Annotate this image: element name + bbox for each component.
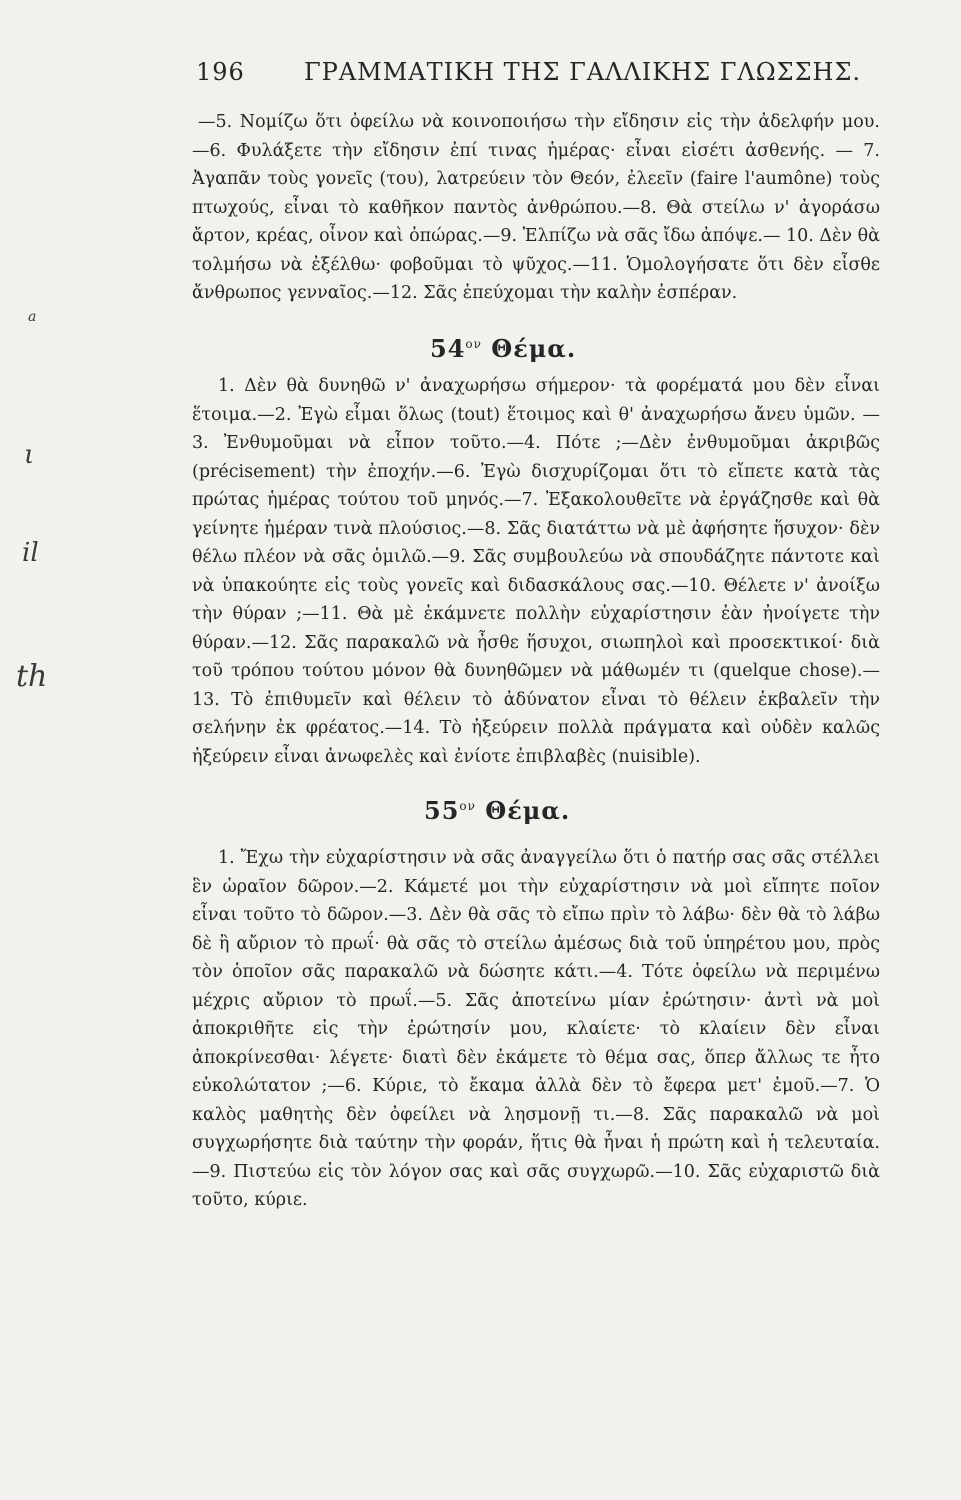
page-header [196, 54, 896, 90]
theme-55-text [192, 844, 880, 1215]
theme-number: 54 [430, 334, 466, 363]
theme-54-heading [430, 334, 730, 363]
theme-ordinal-suffix: ον [465, 337, 482, 351]
theme-word: Θέμα. [485, 796, 571, 825]
exercise-continuation [192, 108, 880, 308]
theme-ordinal-suffix: ον [459, 799, 476, 813]
page-number: 196 [196, 58, 245, 86]
exercise-paragraph: —5. Νομίζω ὅτι ὀφείλω νὰ κοινοποιήσω τὴν εἴδησιν εἰς τὴν ἀδελφήν μου. —6. Φυλάξετε τὴν εἴδησιν ἐπί τινας ἡμέρας· εἶναι εἰσέτι ἀσθενής. — 7. Ἀγαπᾶν τοὺς γονεῖς (του), λατρεύειν τὸν Θεόν, ἐλεεῖν (faire l'aumône) τοὺς πτωχούς, εἶναι τὸ καθῆκον παντὸς ἀνθρώπου.—8. Θὰ στείλω ν' ἀγοράσω ἄρτον, κρέας, οἶνον καὶ ὀπώρας.—9. Ἐλπίζω νὰ σᾶς ἴδω ἀπόψε.— 10. Δὲν θὰ τολμήσω νὰ ἐξέλθω· φοβοῦμαι τὸ ψῦχος.—11. Ὁμολογήσατε ὅτι δὲν εἶσθε ἄνθρωπος γενναῖος.—12. Σᾶς ἐπεύχομαι τὴν καλὴν ἑσπέραν. [192, 112, 880, 303]
margin-handwritten-note: a [28, 309, 37, 325]
theme-54-text [192, 372, 880, 771]
theme-word: Θέμα. [491, 334, 577, 363]
margin-handwritten-note: il [22, 538, 39, 568]
margin-handwritten-note: ι [24, 440, 35, 470]
exercise-paragraph: 1. Ἔχω τὴν εὐχαρίστησιν νὰ σᾶς ἀναγγείλω ὅτι ὁ πατήρ σας σᾶς στέλλει ἓν ὡραῖον δῶρον.—2. Κάμετέ μοι τὴν εὐχαρίστησιν νὰ μοὶ εἴπητε ποῖον εἶναι τοῦτο τὸ δῶρον.—3. Δὲν θὰ σᾶς τὸ εἴπω πρὶν τὸ λάβω· δὲν θὰ τὸ λάβω δὲ ἢ αὔριον τὸ πρωΐ· θὰ σᾶς τὸ στείλω ἀμέσως διὰ τοῦ ὑπηρέτου μου, πρὸς τὸν ὁποῖον σᾶς παρακαλῶ νὰ δώσητε κάτι.—4. Τότε ὀφείλω νὰ περιμένω μέχρις αὔριον τὸ πρωΐ.—5. Σᾶς ἀποτείνω μίαν ἐρώτησιν· ἀντὶ νὰ μοὶ ἀποκριθῆτε εἰς τὴν ἐρώτησίν μου, κλαίετε· τὸ κλαίειν δὲν εἶναι ἀποκρίνεσθαι· λέγετε· διατὶ δὲν ἐκάμετε τὸ θέμα σας, ὅπερ ἄλλως τε ἦτο εὐκολώτατον ;—6. Κύριε, τὸ ἔκαμα ἀλλὰ δὲν τὸ ἔφερα μετ' ἐμοῦ.—7. Ὁ καλὸς μαθητὴς δὲν ὀφείλει νὰ λησμονῇ τι.—8. Σᾶς παρακαλῶ νὰ μοὶ συγχωρήσητε διὰ ταύτην τὴν φοράν, ἥτις θὰ ἦναι ἡ πρώτη καὶ ἡ τελευταία.—9. Πιστεύω εἰς τὸν λόγον σας καὶ σᾶς συγχωρῶ.—10. Σᾶς εὐχαριστῶ διὰ τοῦτο, κύριε. [192, 848, 880, 1210]
theme-number: 55 [424, 796, 460, 825]
margin-handwritten-note: th [16, 659, 48, 694]
theme-55-heading [424, 796, 724, 825]
exercise-paragraph: 1. Δὲν θὰ δυνηθῶ ν' ἀναχωρήσω σήμερον· τὰ φορέματά μου δὲν εἶναι ἕτοιμα.—2. Ἐγὼ εἶμαι ὅλως (tout) ἕτοιμος καὶ θ' ἀναχωρήσω ἄνευ ὑμῶν. —3. Ἐνθυμοῦμαι νὰ εἶπον τοῦτο.—4. Πότε ;—Δὲν ἐνθυμοῦμαι ἀκριβῶς (précisement) τὴν ἐποχήν.—6. Ἐγὼ δισχυρίζομαι ὅτι τὸ εἴπετε κατὰ τὰς πρώτας ἡμέρας τούτου τοῦ μηνός.—7. Ἐξακολουθεῖτε νὰ ἐργάζησθε καὶ θὰ γείνητε ἡμέραν τινὰ πλούσιος.—8. Σᾶς διατάττω νὰ μὲ ἀφήσητε ἥσυχον· δὲν θέλω πλέον νὰ σᾶς ὁμιλῶ.—9. Σᾶς συμβουλεύω νὰ σπουδάζητε πάντοτε καὶ νὰ ὑπακούητε εἰς τοὺς γονεῖς καὶ διδασκάλους σας.—10. Θέλετε ν' ἀνοίξω τὴν θύραν ;—11. Θὰ μὲ ἐκάμνετε πολλὴν εὐχαρίστησιν ἐὰν ἠνοίγετε τὴν θύραν.—12. Σᾶς παρακαλῶ νὰ ἦσθε ἥσυχοι, σιωπηλοὶ καὶ προσεκτικοί· διὰ τοῦ τρόπου τούτου μόνον θὰ δυνηθῶμεν νὰ μάθωμέν τι (quelque chose).—13. Τὸ ἐπιθυμεῖν καὶ θέλειν τὸ ἀδύνατον εἶναι τὸ θέλειν ἐκβαλεῖν τὴν σελήνην ἐκ φρέατος.—14. Τὸ ἠξεύρειν πολλὰ πράγματα καὶ οὐδὲν καλῶς ἠξεύρειν εἶναι ἀνωφελὲς καὶ ἐνίοτε ἐπιβλαβὲς (nuisible). [192, 376, 880, 767]
page-running-title: ΓΡΑΜΜΑΤΙΚΗ ΤΗΣ ΓΑΛΛΙΚΗΣ ΓΛΩΣΣΗΣ. [304, 58, 862, 86]
